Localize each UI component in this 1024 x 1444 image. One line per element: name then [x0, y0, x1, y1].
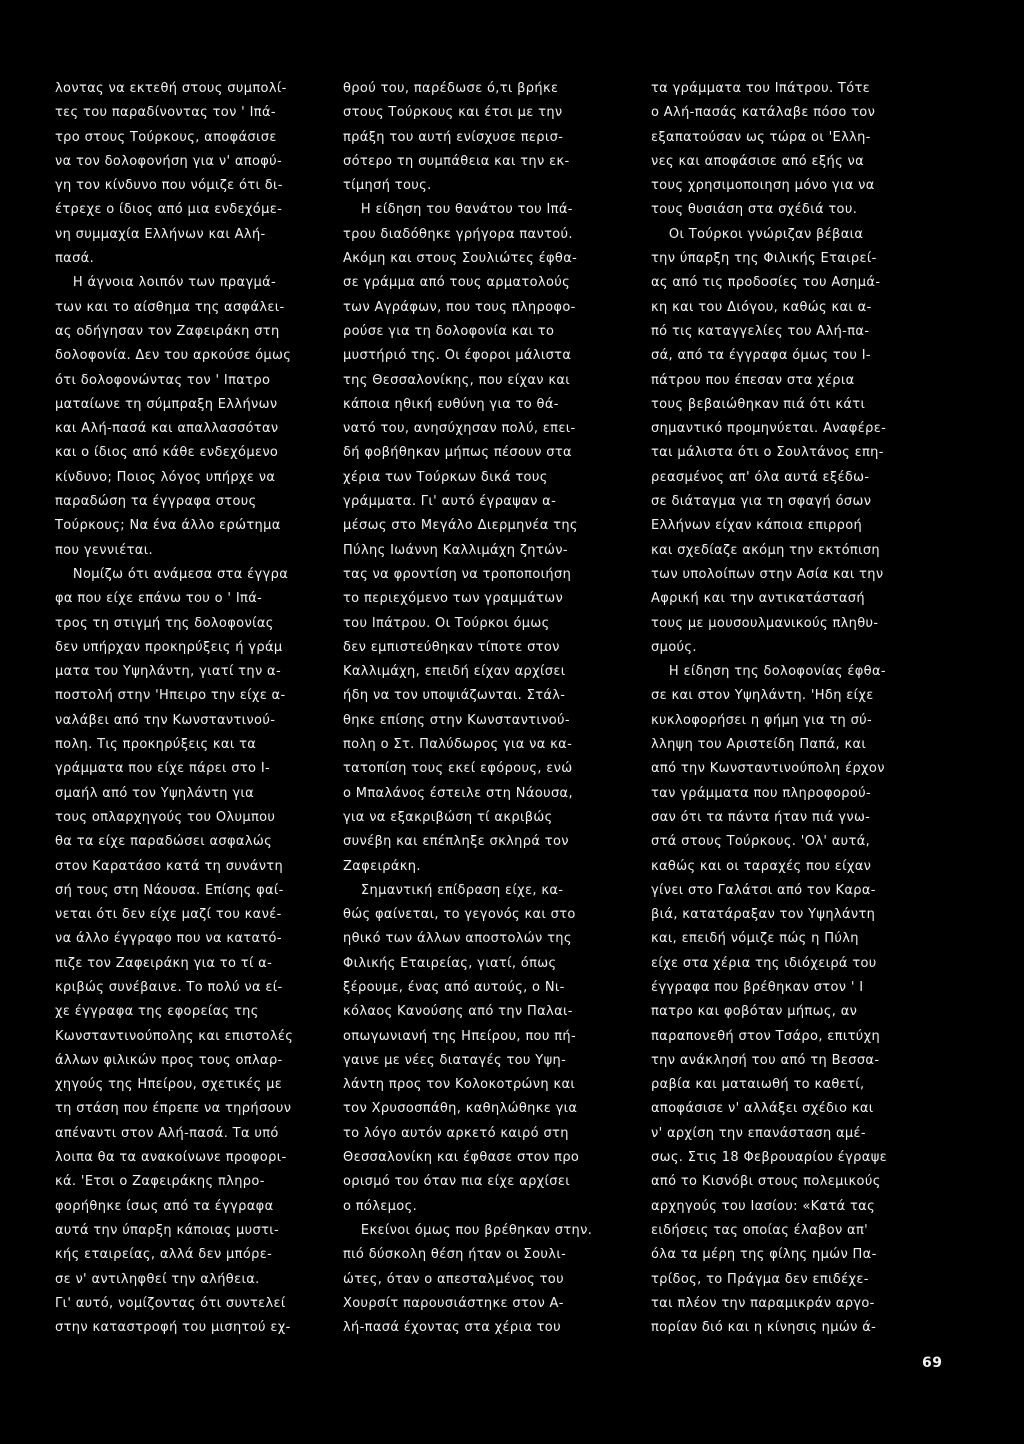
text-column-middle: θρού του, παρέδωσε ό,τι βρήκε στους Τούρκους και έτσι με την πράξη του αυτή ενίσχυσε περισ- σότερο τη συμπάθεια και την εκ- τίμησή τους. Η είδηση του θανάτου του Ιπά- τρου διαδόθηκε γρήγορα παντού. Ακόμη και στους Σουλιώτες έφθα- σε γράμμα από τους αρματολούς των Αγράφων, που τους πληροφο- ρούσε για τη δολοφονία και το μυστήριό της. Οι έφοροι μάλιστα της Θεσσαλονίκης, που είχαν και κάποια ηθική ευθύνη για το θά- νατό του, ανησύχησαν πολύ, επει- δή φοβήθηκαν μήπως πέσουν στα χέρια των Τούρκων δικά τους γράμματα. Γι' αυτό έγραψαν α- μέσως στο Μεγάλο Διερμηνέα της Πύλης Ιωάννη Καλλιμάχη ζητών- τας να φροντίση να τροποποιήση το περιεχόμενο των γραμμάτων του Ιπάτρου. Οι Τούρκοι όμως δεν εμπιστεύθηκαν τίποτε στον Καλλιμάχη, επειδή είχαν αρχίσει ήδη να τον υποψιάζωνται. Στάλ- θηκε επίσης στην Κωνσταντινού- πολη ο Στ. Παλύδωρος για να κα- τατοπίση τους εκεί εφόρους, ενώ ο Μπαλάνος έστειλε στη Νάουσα, για να εξακριβώση τί ακριβώς συνέβη και επέπληξε σκληρά τον Ζαφειράκη. Σημαντική επίδραση είχε, κα- θώς φαίνεται, το γεγονός και στο ηθικό των άλλων αποστολών της Φιλικής Εταιρείας, γιατί, όπως ξέρουμε, ένας από αυτούς, ο Νι- κόλαος Κανούσης από την Παλαι- οπωγωνιανή της Ηπείρου, που πή- γαινε με νέες διαταγές του Υψη- λάντη προς τον Κολοκοτρώνη και τον Χρυσοσπάθη, καθηλώθηκε για το λόγο αυτόν αρκετό καιρό στη Θεσσαλονίκη και έφθασε στον προ ορισμό του όταν πια είχε αρχίσει ο πόλεμος. Εκείνοι όμως που βρέθηκαν στην. πιό δύσκολη θέση ήταν οι Σουλι- ώτες, όταν ο απεσταλμένος του Χουρσίτ παρουσιάστηκε στον Α- λή-πασά έχοντας στα χέρια του — [343, 81, 593, 1336]
text-column-left: λοντας να εκτεθή στους συμπολί- τες του παραδίνοντας τον ' Ιπά- τρο στους Τούρκους, αποφάσισε να τον δολοφονήση για ν' αποφύ- γη τον κίνδυνο που νόμιζε ότι δι- έτρεχε ο ίδιος από μια ενδεχόμε- νη συμμαχία Ελλήνων και Αλή- πασά. Η άγνοια λοιπόν των πραγμά- των και το αίσθημα της ασφάλει- ας οδήγησαν τον Ζαφειράκη στη δολοφονία. Δεν του αρκούσε όμως ότι δολοφονώντας τον ' Ιπατρο ματαίωνε τη σύμπραξη Ελλήνων και Αλή-πασά και απαλλασσόταν και ο ίδιος από κάθε ενδεχόμενο κίνδυνο; Ποιος λόγος υπήρχε να παραδώση τα έγγραφα στους Τούρκους; Να ένα άλλο ερώτημα που γεννιέται. Νομίζω ότι ανάμεσα στα έγγρα φα που είχε επάνω του ο ' Ιπά- τρος τη στιγμή της δολοφονίας δεν υπήρχαν προκηρύξεις ή γράμ ματα του Υψηλάντη, γιατί την α- ποστολή στην 'Ηπειρο την είχε α- ναλάβει από την Κωνσταντινού- πολη. Τις προκηρύξεις και τα γράμματα που είχε πάρει στο Ι- σμαήλ από τον Υψηλάντη για τους οπλαρχηγούς του Ολυμπου θα τα είχε παραδώσει ασφαλώς στον Καρατάσο κατά τη συνάντη σή τους στη Νάουσα. Επίσης φαί- νεται ότι δεν είχε μαζί του κανέ- να άλλο έγγραφο που να κατατό- πιζε τον Ζαφειράκη για το τί α- κριβώς συνέβαινε. Το πολύ να εί- χε έγγραφα της εφορείας της Κωνσταντινούπολης και επιστολές άλλων φιλικών προς τους οπλαρ- χηγούς της Ηπείρου, σχετικές με τη στάση που έπρεπε να τηρήσουν απέναντι στον Αλή-πασά. Τα υπό λοιπα θα τα ανακοίνωνε προφορι- κά. 'Ετσι ο Ζαφειράκης πληρο- φορήθηκε ίσως από τα έγγραφα αυτά την ύπαρξη κάποιας μυστι- κής εταιρείας, αλλά δεν μπόρε- σε ν' αντιληφθεί την αλήθεια. Γι' αυτό, νομίζοντας ότι συντελεί στην καταστροφή του μισητού εχ- — [55, 81, 294, 1336]
text-column-right: τα γράμματα του Ιπάτρου. Τότε ο Αλή-πασάς κατάλαβε πόσο τον εξαπατούσαν ως τώρα οι 'Ελλη- νες και αποφάσισε από εξής να τους χρησιμοποιηση μόνο για να τους θυσιάση στα σχέδιά του. Οι Τούρκοι γνώριζαν βέβαια την ύπαρξη της Φιλικής Εταιρεί- ας από τις προδοσίες του Ασημά- κη και του Διόγου, καθώς και α- πό τις καταγγελίες του Αλή-πα- σά, από τα έγγραφα όμως του Ι- πάτρου που έπεσαν στα χέρια τους βεβαιώθηκαν πιά ότι κάτι σημαντικό προμηνύεται. Αναφέρε- ται μάλιστα ότι ο Σουλτάνος επη- ρεασμένος απ' όλα αυτά εξέδω- σε διάταγμα για τη σφαγή όσων Ελλήνων είχαν κάποια επιρροή και σχεδίαζε ακόμη την εκτόπιση των υπολοίπων στην Ασία και την Αφρική και την αντικατάστασή τους με μουσουλμανικούς πληθυ- σμούς. Η είδηση της δολοφονίας έφθα- σε και στον Υψηλάντη. 'Ηδη είχε κυκλοφορήσει η φήμη για τη σύ- λληψη του Αριστείδη Παπά, και από την Κωνσταντινούπολη έρχον ταν γράμματα που πληροφορού- σαν ότι τα πάντα ήταν πιά γνω- στά στους Τούρκους. 'Ολ' αυτά, καθώς και οι ταραχές που είχαν γίνει στο Γαλάτσι από τον Καρα- βιά, κατατάραξαν τον Υψηλάντη και, επειδή νόμιζε πώς η Πύλη είχε στα χέρια της ιδιόχειρά του έγγραφα που βρέθηκαν στον ' Ι πατρο και φοβόταν μήπως, αν παραπονεθή στον Τσάρο, επιτύχη την ανάκλησή του από τη Βεσσα- ραβία και ματαιωθή το καθετί, αποφάσισε ν' αλλάξει σχέδιο και ν' αρχίση την επανάσταση αμέ- σως. Στις 18 Φεβρουαρίου έγραψε από το Κισνόβι στους πολεμικούς αρχηγούς του Ιασίου: «Κατά τας ειδήσεις τας οποίας έλαβον απ' όλα τα μέρη της φίλης ημών Πα- τρίδος, το Πράγμα δεν επιδέχε- ται πλέον την παραμικράν αργο- πορίαν διό και η κίνησις ημών ά- — [651, 81, 888, 1336]
page-number: 69 — [922, 1355, 943, 1371]
